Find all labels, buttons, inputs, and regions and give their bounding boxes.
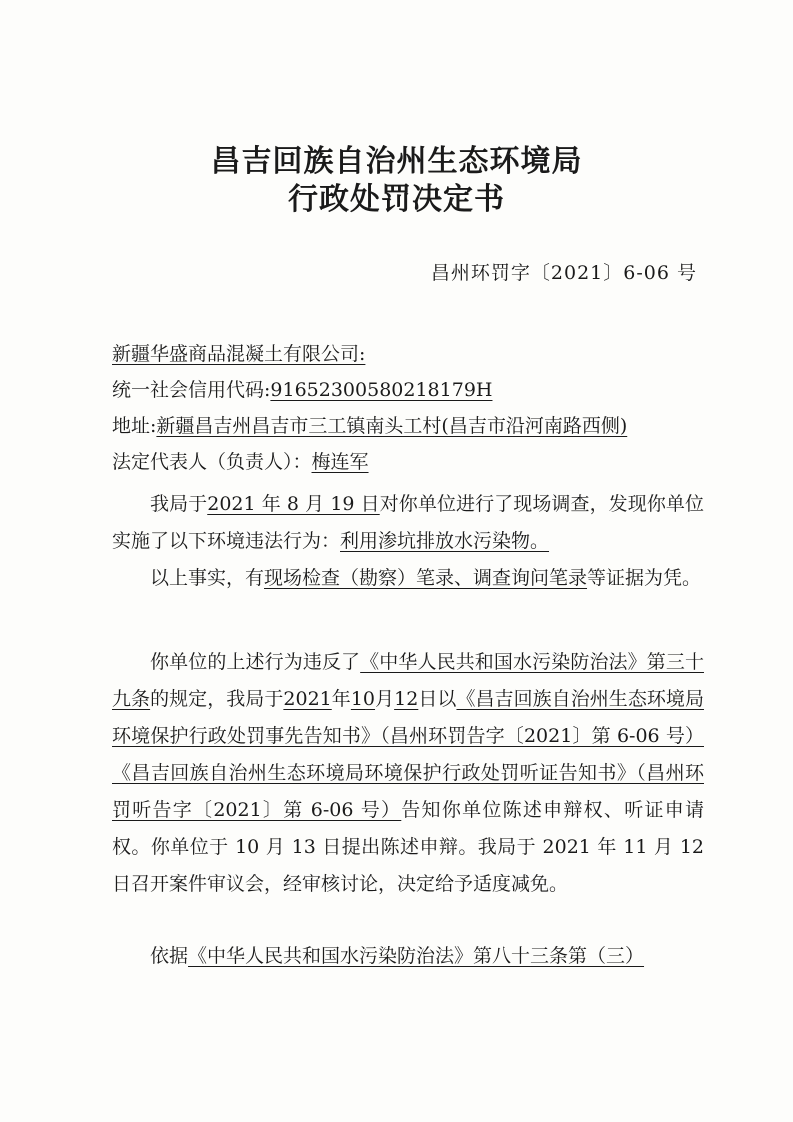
notice-year: 2021: [283, 688, 332, 710]
document-number: 昌州环罚字〔2021〕6-06 号: [430, 262, 697, 284]
p3-text-c: 年: [331, 688, 351, 710]
p2-text-a: 以上事实，有: [150, 567, 265, 589]
address-line: [112, 410, 712, 442]
violated-law: 《中华人民共和国水污染防治法》第三十九条: [112, 651, 704, 710]
paragraph-legal-basis: [112, 644, 704, 903]
investigation-date: 2021 年 8 月 19 日: [207, 493, 380, 515]
notice-documents: 《昌吉回族自治州生态环境局环境保护行政处罚事先告知书》（昌州环罚告字〔2021〕第 6-06 号）《昌吉回族自治州生态环境局环境保护行政处罚听证告知书》（昌州环罚听告字〔2021〕第 6-06 号）: [112, 688, 704, 821]
penalty-law: 《中华人民共和国水污染防治法》第八十三条第（三）: [188, 945, 645, 967]
representative-line: [112, 446, 712, 478]
credit-code: 91652300580218179H: [270, 379, 493, 401]
representative-label: 法定代表人（负责人）：: [112, 451, 312, 473]
representative-name: 梅连军: [311, 451, 369, 473]
credit-code-line: [112, 374, 712, 406]
p3-text-b: 的规定，我局于: [150, 688, 284, 710]
address-label: 地址:: [112, 415, 157, 437]
party-name: 新疆华盛商品混凝土有限公司:: [112, 343, 366, 365]
p3-text-d: 月: [375, 688, 395, 710]
paragraph-investigation: [112, 486, 704, 560]
p3-text-f: 告知你单位陈述申辩权、听证申请权。你单位于 10 月 13 日提出陈述申辩。我局于 2021 年 11 月 12 日召开案件审议会，经审核讨论，决定给予适度减免。: [112, 799, 704, 895]
p3-text-e: 日以: [418, 688, 457, 710]
p2-text-b: 等证据为凭。: [587, 567, 702, 589]
credit-code-label: 统一社会信用代码:: [112, 379, 271, 401]
evidence-list: 现场检查（勘察）笔录、调查询问笔录: [264, 567, 588, 589]
document-title-line2: 行政处罚决定书: [288, 182, 505, 217]
p1-text-b: 对你单位进行了现场调查，发现你单位实施了以下环境违法行为：: [112, 493, 704, 552]
document-title-line1: 昌吉回族自治州生态环境局: [210, 144, 583, 179]
paragraph-evidence: [112, 560, 704, 597]
notice-month: 10: [350, 688, 376, 710]
notice-day: 12: [394, 688, 419, 710]
party-name-line: [112, 338, 712, 370]
violation-description: 利用渗坑排放水污染物。: [340, 530, 550, 552]
p1-text-a: 我局于: [150, 493, 208, 515]
paragraph-penalty-basis: [112, 938, 704, 975]
address: 新疆昌吉州昌吉市三工镇南头工村(昌吉市沿河南路西侧): [156, 415, 628, 437]
p3-text-a: 你单位的上述行为违反了: [150, 651, 361, 673]
p4-text-a: 依据: [150, 945, 189, 967]
